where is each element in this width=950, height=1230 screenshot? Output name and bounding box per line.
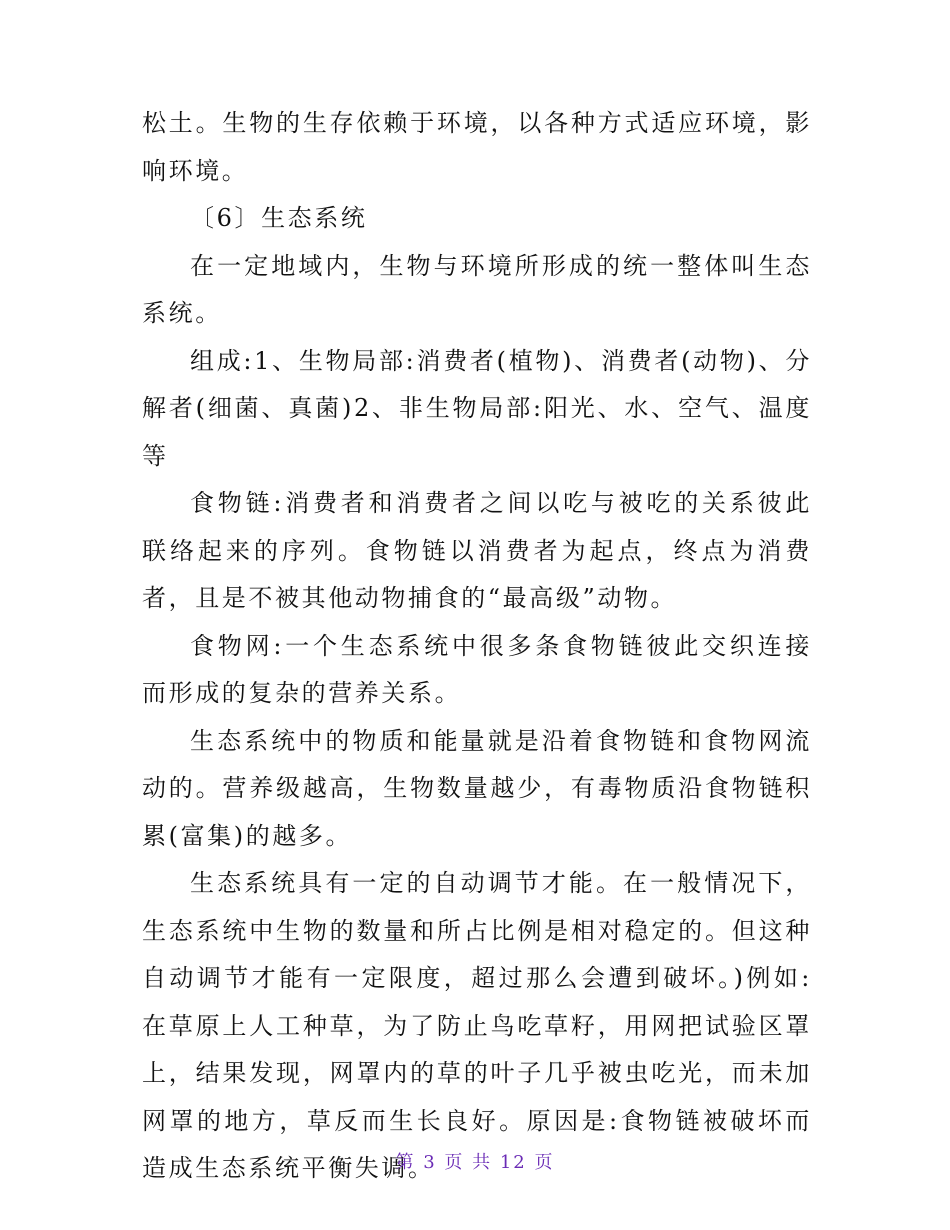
paragraph-food-chain: 食物链:消费者和消费者之间以吃与被吃的关系彼此联络起来的序列。食物链以消费者为起点，终点为消费者，且是不被其他动物捕食的“最高级”动物。 bbox=[142, 489, 812, 612]
paragraph-ecosystem-composition: 组成:1、生物局部:消费者(植物)、消费者(动物)、分解者(细菌、真菌)2、非生物局部:阳光、水、空气、温度等 bbox=[142, 346, 812, 470]
section-heading-ecosystem: 〔6〕生态系统 bbox=[190, 204, 368, 232]
paragraph-food-web: 食物网:一个生态系统中很多条食物链彼此交织连接而形成的复杂的营养关系。 bbox=[142, 631, 812, 707]
paragraph-energy-flow: 生态系统中的物质和能量就是沿着食物链和食物网流动的。营养级越高，生物数量越少，有毒物质沿食物链积累(富集)的越多。 bbox=[142, 726, 812, 850]
page-number-footer: 第 3 页 共 12 页 bbox=[395, 1152, 555, 1173]
paragraph-environment-adaptation: 松土。生物的生存依赖于环境，以各种方式适应环境，影响环境。 bbox=[142, 109, 812, 185]
paragraph-ecosystem-definition: 在一定地域内，生物与环境所形成的统一整体叫生态系统。 bbox=[142, 251, 812, 327]
paragraph-self-regulation: 生态系统具有一定的自动调节才能。在一般情况下，生态系统中生物的数量和所占比例是相对稳定的。但这种自动调节才能有一定限度，超过那么会遭到破坏。)例如:在草原上人工种草，为了防止鸟吃草籽，用网把试验区罩上，结果发现，网罩内的草的叶子几乎被虫吃光，而未加网罩的地方，草反而生长良好。原因是:食物链被破坏而造成生态系统平衡失调。 bbox=[142, 869, 812, 1182]
document-body bbox=[142, 100, 812, 1193]
